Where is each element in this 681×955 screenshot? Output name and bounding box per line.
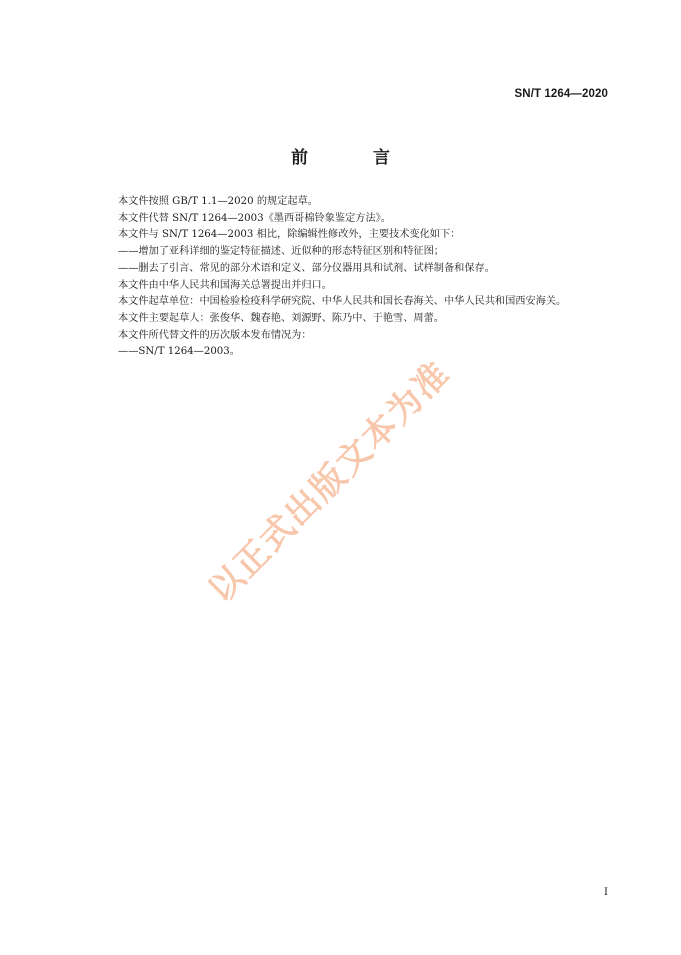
- paragraph-changes-intro: 本文件与 SN/T 1264—2003 相比，除编辑性修改外，主要技术变化如下：: [118, 229, 461, 241]
- paragraph-history-item: ——SN/T 1264—2003。: [118, 346, 240, 358]
- paragraph-change-removed: ——删去了引言、常见的部分术语和定义、部分仪器用具和试剂、试样制备和保存。: [118, 262, 495, 274]
- paragraph-change-added: ——增加了亚科详细的鉴定特征描述、近似种的形态特征区别和特征图；: [118, 246, 444, 258]
- standard-number: SN/T 1264—2020: [514, 88, 608, 100]
- paragraph-replaces: 本文件代替 SN/T 1264—2003《墨西哥棉铃象鉴定方法》。: [118, 212, 391, 224]
- page-title: 前 言: [291, 148, 414, 168]
- paragraph-drafters: 本文件主要起草人：张俊华、魏春艳、刘源野、陈乃中、于艳雪、周蕾。: [118, 312, 444, 324]
- paragraph-history-intro: 本文件所代替文件的历次版本发布情况为：: [118, 329, 312, 341]
- paragraph-proposed-by: 本文件由中华人民共和国海关总署提出并归口。: [118, 279, 332, 291]
- foreword-body: [90, 194, 612, 361]
- paragraph-drafting-rules: 本文件按照 GB/T 1.1—2020 的规定起草。: [118, 196, 318, 207]
- paragraph-drafting-units: 本文件起草单位：中国检验检疫科学研究院、中华人民共和国长春海关、中华人民共和国西安海关。: [118, 296, 567, 308]
- watermark-text: 以正式出版文本为准: [200, 353, 459, 611]
- page-number: I: [604, 887, 608, 898]
